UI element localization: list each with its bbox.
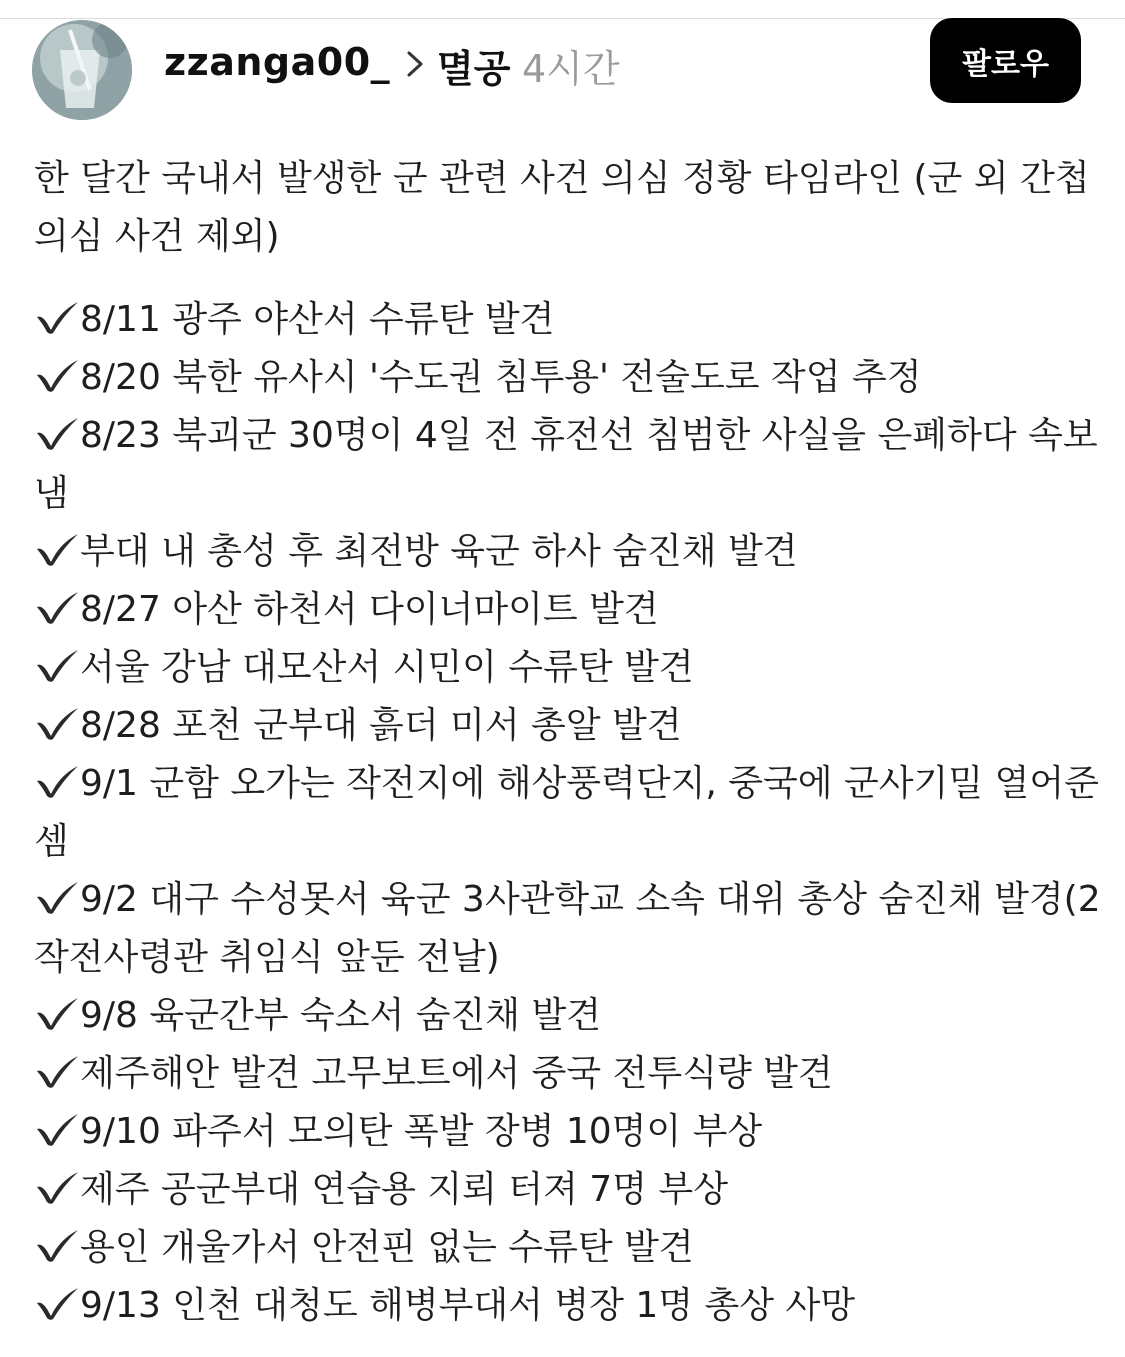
timeline-list (34, 291, 1104, 1335)
timeline-item (34, 987, 1104, 1045)
timeline-item (34, 291, 1104, 349)
timeline-item (34, 1277, 1104, 1335)
timeline-item (34, 871, 1104, 987)
checkmark-icon (34, 1169, 80, 1205)
timeline-item (34, 755, 1104, 871)
checkmark-icon (34, 879, 80, 915)
timeline-item (34, 407, 1104, 523)
timeline-item-text: 9/8 육군간부 숙소서 숨진채 발견 (80, 995, 602, 1036)
timeline-item-text: 8/20 북한 유사시 '수도권 침투용' 전술도로 작업 추정 (80, 357, 922, 398)
username[interactable]: zzanga00_ (164, 40, 391, 84)
timeline-item-text: 제주해안 발견 고무보트에서 중국 전투식량 발견 (80, 1053, 833, 1094)
timeline-item (34, 349, 1104, 407)
timeline-item (34, 1161, 1104, 1219)
checkmark-icon (34, 415, 80, 451)
checkmark-icon (34, 299, 80, 335)
timeline-item-text: 9/2 대구 수성못서 육군 3사관학교 소속 대위 총상 숨진채 발경(2작전사령관 취임식 앞둔 전날) (34, 879, 1101, 978)
timeline-item-text: 서울 강남 대모산서 시민이 수류탄 발견 (80, 647, 694, 688)
timeline-item (34, 1219, 1104, 1277)
avatar-image (32, 20, 132, 120)
topic-tag[interactable]: 멸공 (437, 47, 511, 91)
timeline-item-text: 9/13 인천 대청도 해병부대서 병장 1명 총상 사망 (80, 1285, 856, 1326)
timeline-item-text: 9/10 파주서 모의탄 폭발 장병 10명이 부상 (80, 1111, 763, 1152)
timeline-item-text: 8/11 광주 야산서 수류탄 발견 (80, 299, 555, 340)
timeline-item-text: 8/28 포천 군부대 흙더 미서 총알 발견 (80, 705, 682, 746)
follow-button[interactable]: 팔로우 (930, 18, 1081, 103)
timeline-item-text: 용인 개울가서 안전핀 없는 수류탄 발견 (80, 1227, 694, 1268)
chevron-right-icon (403, 49, 427, 79)
timeline-item-text: 8/27 아산 하천서 다이너마이트 발견 (80, 589, 659, 630)
timeline-item-text: 9/1 군함 오가는 작전지에 해상풍력단지, 중국에 군사기밀 열어준 셈 (34, 763, 1099, 862)
checkmark-icon (34, 647, 80, 683)
timeline-item (34, 639, 1104, 697)
avatar[interactable] (32, 20, 132, 120)
timeline-item (34, 1045, 1104, 1103)
timeline-item-text: 부대 내 총성 후 최전방 육군 하사 숨진채 발견 (80, 531, 798, 572)
checkmark-icon (34, 1053, 80, 1089)
checkmark-icon (34, 357, 80, 393)
timeline-item (34, 581, 1104, 639)
post-header (30, 18, 1100, 118)
post-intro: 한 달간 국내서 발생한 군 관련 사건 의심 정황 타임라인 (군 외 간첩 의심 사건 제외) (34, 158, 1090, 257)
timeline-item (34, 697, 1104, 755)
timeline-item (34, 1103, 1104, 1161)
post-body (34, 150, 1104, 1335)
timeline-item-text: 제주 공군부대 연습용 지뢰 터져 7명 부상 (80, 1169, 728, 1210)
timeline-item-text: 8/23 북괴군 30명이 4일 전 휴전선 침범한 사실을 은폐하다 속보냄 (34, 415, 1098, 514)
checkmark-icon (34, 995, 80, 1031)
timeline-item (34, 523, 1104, 581)
post-time: 4시간 (522, 47, 620, 91)
checkmark-icon (34, 589, 80, 625)
checkmark-icon (34, 705, 80, 741)
checkmark-icon (34, 1227, 80, 1263)
checkmark-icon (34, 531, 80, 567)
checkmark-icon (34, 1111, 80, 1147)
checkmark-icon (34, 763, 80, 799)
checkmark-icon (34, 1285, 80, 1321)
